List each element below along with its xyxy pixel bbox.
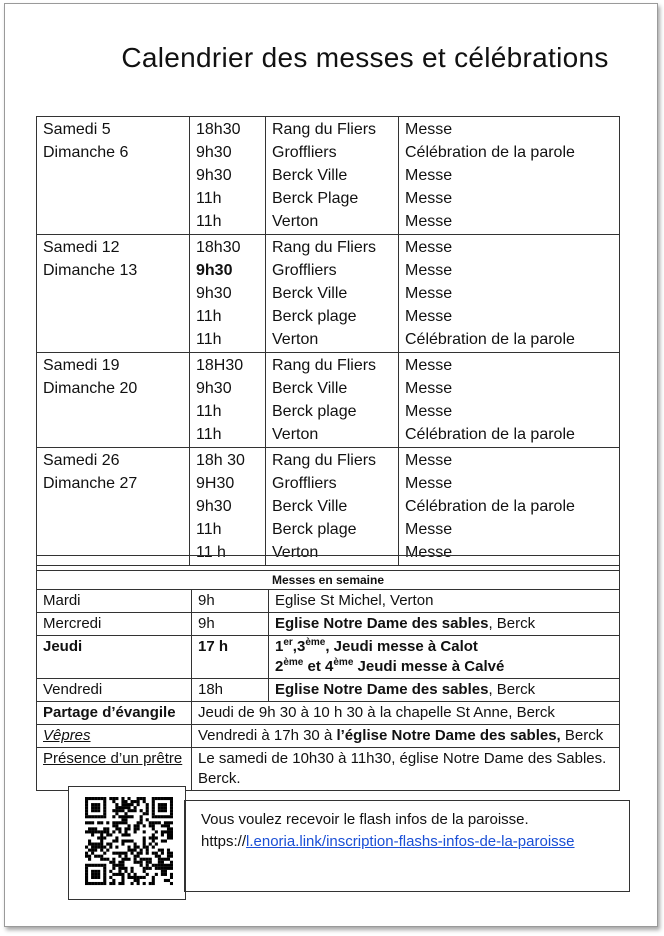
- cell-line: Célébration de la parole: [405, 498, 575, 515]
- cell-line: Célébration de la parole: [405, 331, 575, 348]
- label-cell: [37, 725, 192, 748]
- cell-line: Groffliers: [272, 262, 337, 279]
- cell-line: Célébration de la parole: [405, 426, 575, 443]
- day-cell: Vendredi: [37, 679, 192, 702]
- row-vepres: [37, 725, 620, 748]
- place-cell: [269, 679, 620, 702]
- ordinal: 1: [275, 638, 284, 655]
- place-cell: Eglise St Michel, Verton: [269, 590, 620, 613]
- cell-line: Messe: [405, 262, 453, 279]
- cell-line: 11 h: [196, 544, 226, 561]
- time-cell: [190, 117, 266, 235]
- cell-line: Samedi 19: [43, 357, 120, 374]
- link-prefix: https://: [201, 833, 247, 850]
- cell-line: Verton: [272, 426, 319, 443]
- ordinal: ,3: [292, 638, 306, 655]
- cell-line: Groffliers: [272, 475, 337, 492]
- vepres-label: Vêpres: [43, 727, 91, 744]
- presence-label: Présence d’un prêtre: [43, 750, 183, 767]
- time-cell: 18h: [192, 679, 269, 702]
- text-cell: Le samedi de 10h30 à 11h30, église Notre Dame des Sables. Berck.: [192, 748, 620, 791]
- cell-line: 9h30: [196, 144, 232, 161]
- cell-line: Samedi 26: [43, 452, 120, 469]
- label-cell: [37, 748, 192, 791]
- cell-line: Samedi 5: [43, 121, 111, 138]
- row-mardi: [37, 590, 620, 613]
- weekday-header: Messes en semaine: [37, 571, 620, 590]
- ordinal: et 4: [303, 658, 334, 675]
- weekend-row: [37, 235, 620, 353]
- cell-line: Berck Ville: [272, 380, 348, 397]
- vepres-text: Vendredi à 17h 30 à: [198, 727, 337, 744]
- text-cell: Jeudi de 9h 30 à 10 h 30 à la chapelle St Anne, Berck: [192, 702, 620, 725]
- ordinal-suffix: er: [283, 637, 293, 648]
- place-cell: [269, 636, 620, 679]
- jeudi-line-1: [275, 637, 613, 657]
- cell-line: Dimanche 6: [43, 144, 129, 161]
- cell-line: Rang du Fliers: [272, 239, 377, 256]
- place-rest: , Berck: [488, 681, 536, 698]
- cell-line: 11h: [196, 521, 222, 538]
- time-cell: 17 h: [192, 636, 269, 679]
- cell-line: Verton: [272, 213, 319, 230]
- cell-line: Berck plage: [272, 308, 357, 325]
- cell-line: 9h30: [196, 498, 232, 515]
- place-cell: [266, 448, 399, 566]
- day-cell: [37, 448, 190, 566]
- cell-line: Célébration de la parole: [405, 144, 575, 161]
- cell-line: Berck Ville: [272, 498, 348, 515]
- qr-code-box: [68, 786, 186, 900]
- cell-line: Dimanche 13: [43, 262, 138, 279]
- cell-line: Messe: [405, 521, 453, 538]
- row-mercredi: [37, 613, 620, 636]
- row-jeudi: [37, 636, 620, 679]
- row-partage: [37, 702, 620, 725]
- cell-line: 11h: [196, 403, 222, 420]
- cell-line: Messe: [405, 357, 453, 374]
- place-cell: [266, 235, 399, 353]
- cell-line: Rang du Fliers: [272, 452, 377, 469]
- vepres-bold: l’église Notre Dame des sables,: [336, 727, 561, 744]
- cell-line: 18H30: [196, 357, 244, 374]
- type-cell: [399, 235, 620, 353]
- info-link-line: [201, 831, 575, 853]
- cell-line: Messe: [405, 475, 453, 492]
- day-cell: Mercredi: [37, 613, 192, 636]
- place-rest: , Berck: [488, 615, 536, 632]
- row-vendredi: [37, 679, 620, 702]
- place-cell: [269, 613, 620, 636]
- cell-line: 11h: [196, 308, 222, 325]
- ordinal: 2: [275, 658, 284, 675]
- weekend-row: [37, 448, 620, 566]
- cell-line: Dimanche 27: [43, 475, 138, 492]
- day-cell: [37, 353, 190, 448]
- cell-line: Messe: [405, 452, 453, 469]
- vepres-rest: Berck: [560, 727, 604, 744]
- cell-line: 18h 30: [196, 452, 245, 469]
- time-cell: [190, 353, 266, 448]
- type-cell: [399, 448, 620, 566]
- cell-line: Berck Ville: [272, 167, 348, 184]
- weekday-schedule-table: [36, 555, 620, 791]
- cell-line: Messe: [405, 190, 453, 207]
- place-cell: [266, 353, 399, 448]
- qr-code-icon: [85, 795, 173, 887]
- place-bold: Eglise Notre Dame des sables: [275, 615, 489, 632]
- cell-line: Berck plage: [272, 521, 357, 538]
- cell-line: Messe: [405, 167, 453, 184]
- cell-line: 9h30: [196, 380, 232, 397]
- time-cell: [190, 448, 266, 566]
- cell-line: Messe: [405, 285, 453, 302]
- cell-line: Messe: [405, 403, 453, 420]
- cell-line: Rang du Fliers: [272, 357, 377, 374]
- text-cell: [192, 725, 620, 748]
- cell-line: Messe: [405, 213, 453, 230]
- cell-line: Berck Plage: [272, 190, 359, 207]
- weekend-row: [37, 353, 620, 448]
- ordinal-suffix: ème: [305, 637, 326, 648]
- weekend-row: [37, 117, 620, 235]
- cell-line: 18h30: [196, 121, 241, 138]
- page-title: Calendrier des messes et célébrations: [121, 42, 609, 73]
- info-box: [184, 800, 630, 892]
- cell-line: Dimanche 20: [43, 380, 138, 397]
- label-cell: Partage d’évangile: [37, 702, 192, 725]
- cell-line: Messe: [405, 544, 453, 561]
- cell-line: Messe: [405, 380, 453, 397]
- cell-line: Berck plage: [272, 403, 357, 420]
- cell-line: Rang du Fliers: [272, 121, 377, 138]
- day-cell: Mardi: [37, 590, 192, 613]
- info-text: Vous voulez recevoir le flash infos de la paroisse.: [201, 811, 529, 828]
- cell-line: 11h: [196, 331, 222, 348]
- time-cell: [190, 235, 266, 353]
- cell-line: Verton: [272, 331, 319, 348]
- day-cell: Jeudi: [37, 636, 192, 679]
- cell-line: Verton: [272, 544, 319, 561]
- cell-line: 9h30: [196, 262, 233, 279]
- day-cell: [37, 235, 190, 353]
- type-cell: [399, 353, 620, 448]
- cell-line: 9h30: [196, 167, 232, 184]
- weekend-schedule-table: [36, 116, 620, 566]
- place-cell: [266, 117, 399, 235]
- time-cell: 9h: [192, 613, 269, 636]
- cell-line: Messe: [405, 121, 453, 138]
- row-presence: [37, 748, 620, 791]
- ordinal-suffix: ème: [333, 657, 354, 668]
- subscription-link[interactable]: l.enoria.link/inscription-flashs-infos-de-la-paroisse: [246, 833, 575, 850]
- cell-line: Berck Ville: [272, 285, 348, 302]
- ordinal-suffix: ème: [283, 657, 304, 668]
- cell-line: 11h: [196, 426, 222, 443]
- cell-line: 9H30: [196, 475, 235, 492]
- day-cell: [37, 117, 190, 235]
- time-cell: 9h: [192, 590, 269, 613]
- cell-line: Samedi 12: [43, 239, 120, 256]
- cell-line: Messe: [405, 308, 453, 325]
- type-cell: [399, 117, 620, 235]
- cell-line: 9h30: [196, 285, 232, 302]
- blank-row: [37, 556, 620, 571]
- cell-line: 18h30: [196, 239, 241, 256]
- cell-line: Messe: [405, 239, 453, 256]
- cell-line: Groffliers: [272, 144, 337, 161]
- place-bold: Eglise Notre Dame des sables: [275, 681, 489, 698]
- cell-line: 11h: [196, 190, 222, 207]
- jeudi-text: Jeudi messe à Calvé: [353, 658, 505, 675]
- jeudi-text: , Jeudi messe à Calot: [325, 638, 478, 655]
- jeudi-line-2: [275, 657, 613, 677]
- weekday-header-row: [37, 571, 620, 590]
- cell-line: 11h: [196, 213, 222, 230]
